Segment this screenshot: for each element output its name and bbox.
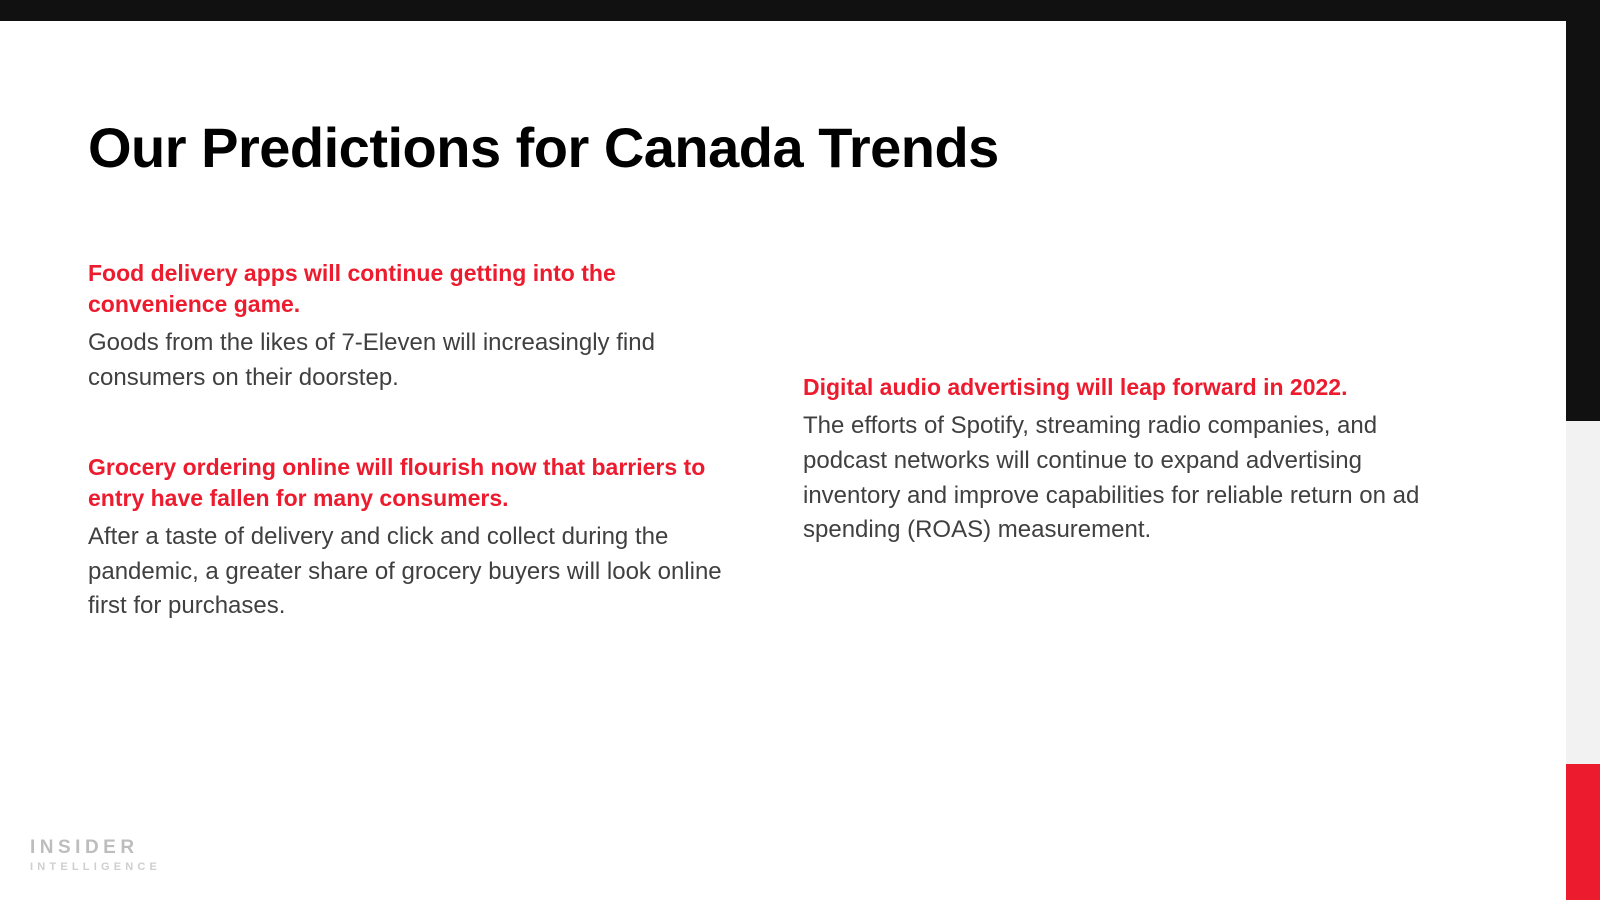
prediction-body: Goods from the likes of 7-Eleven will increasingly find consumers on their doorstep. — [88, 329, 655, 391]
left-content-column — [88, 258, 728, 624]
page-title: Our Predictions for Canada Trends — [88, 115, 999, 179]
right-decorative-band-black — [1566, 0, 1600, 421]
prediction-heading: Grocery ordering online will flourish now that barriers to entry have fallen for many consumers. — [88, 453, 706, 511]
insider-intelligence-logo — [30, 838, 250, 873]
logo-primary-text: INSIDER — [30, 837, 139, 858]
right-decorative-band-red — [1566, 764, 1600, 900]
prediction-block — [88, 452, 728, 624]
prediction-block — [88, 258, 728, 396]
top-decorative-band — [0, 0, 1600, 21]
right-decorative-band-grey — [1566, 421, 1600, 764]
prediction-heading: Food delivery apps will continue getting into the convenience game. — [88, 260, 616, 318]
prediction-body: After a taste of delivery and click and collect during the pandemic, a greater share of grocery buyers will look online first for purchases. — [88, 522, 722, 620]
prediction-heading: Digital audio advertising will leap forward in 2022. — [803, 374, 1348, 400]
right-content-column — [803, 372, 1458, 548]
prediction-block — [803, 372, 1458, 548]
prediction-body: The efforts of Spotify, streaming radio companies, and podcast networks will continue to expand advertising inventory and improve capabilities for reliable return on ad spending (ROAS) measurement. — [803, 412, 1420, 544]
logo-secondary-text: INTELLIGENCE — [30, 861, 162, 873]
